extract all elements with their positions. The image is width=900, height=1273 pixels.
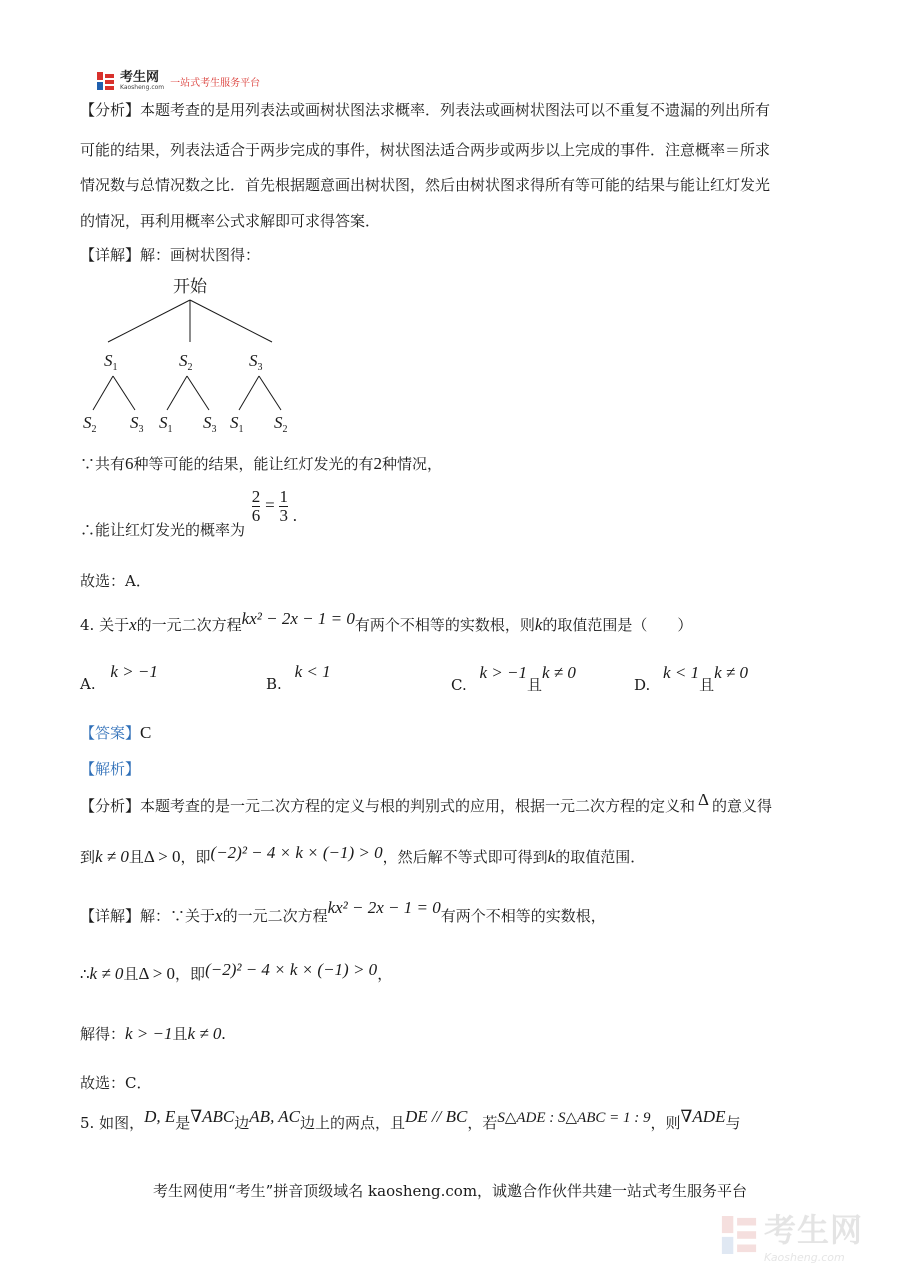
- tree-node-s2: $S_2$: [179, 351, 193, 373]
- q3-detail-line: 【详解】解：画树状图得：: [80, 246, 261, 264]
- tree-edge: [190, 300, 272, 342]
- tree-edge: [108, 300, 190, 342]
- q4-detail-line-2: ∴k ≠ 0且Δ > 0，即(−2)² − 4 × k × (−1) > 0，: [80, 960, 393, 983]
- brand-name: 考生网: [120, 69, 160, 85]
- tree-leaf: $S_3$: [130, 413, 144, 435]
- q4-answer: 【答案】C: [80, 723, 152, 742]
- q4-detail-line-1: 【详解】解：∵关于x的一元二次方程kx² − 2x − 1 = 0有两个不相等的实数根，: [80, 898, 606, 925]
- tree-leaf: $S_2$: [274, 413, 288, 435]
- q3-analysis-line-2: 可能的结果，列表法适合于两步完成的事件，树状图法适合两步或两步以上完成的事件．注意概率＝所求: [80, 141, 771, 159]
- q4-equation: kx² − 2x − 1 = 0: [241, 609, 355, 628]
- watermark: [720, 1205, 863, 1264]
- option-a[interactable]: A. k > −1: [80, 662, 158, 693]
- tree-leaf: $S_1$: [230, 413, 244, 435]
- brand-url: Kaosheng.com: [120, 83, 165, 91]
- q5-stem: 5. 如图，D, E是∇ABC边AB, AC边上的两点，且DE // BC，若S△ADE : S△ABC = 1 : 9，则∇ADE与: [80, 1107, 741, 1132]
- jiexi-tag: 【解析】: [80, 760, 141, 778]
- option-d[interactable]: D. k < 1且k ≠ 0: [634, 663, 748, 694]
- q4-analysis-line-1: 【分析】本题考查的是一元二次方程的定义与根的判别式的应用，根据一元二次方程的定义和 Δ 的意义得: [80, 790, 772, 815]
- fraction-1-3: $\frac{1}{3}$: [279, 487, 288, 525]
- tree-leaf: $S_2$: [83, 413, 97, 435]
- tree-leaf: $S_3$: [203, 413, 217, 435]
- tree-edge: [167, 376, 187, 410]
- detail-tag: 【详解】: [80, 246, 141, 264]
- watermark-name: 考生网: [764, 1211, 864, 1249]
- watermark-logo-icon: [720, 1214, 758, 1256]
- option-b[interactable]: B. k < 1: [266, 662, 331, 693]
- tree-node-s1: $S_1$: [104, 351, 118, 373]
- tree-edge: [187, 376, 209, 410]
- q3-therefore-line: ∴能让红灯发光的概率为 $\frac{2}{6}$ = $\frac{1}{3}$ .: [80, 487, 297, 539]
- brand-block: [120, 69, 165, 91]
- tree-node-s3: $S_3$: [249, 351, 263, 373]
- q3-choice: 故选：A．: [80, 572, 151, 590]
- option-c[interactable]: C. k > −1且k ≠ 0: [451, 663, 576, 694]
- brand-slogan: 一站式考生服务平台: [170, 77, 261, 89]
- footer-text: 考生网使用“考生”拼音顶级域名 kaosheng.com，诚邀合作伙伴共建一站式考生服务平台: [152, 1182, 748, 1200]
- tree-edge: [113, 376, 135, 410]
- fraction-2-6: $\frac{2}{6}$: [251, 487, 261, 525]
- logo-mark-icon: [96, 71, 116, 91]
- answer-tag: 【答案】: [80, 724, 141, 742]
- watermark-url: Kaosheng.com: [764, 1251, 845, 1264]
- tree-leaf: $S_1$: [159, 413, 173, 435]
- header-logo: [96, 71, 260, 91]
- analysis-tag: 【分析】: [80, 101, 141, 119]
- q3-analysis-line-3: 情况数与总情况数之比．首先根据题意画出树状图，然后由树状图求得所有等可能的结果与能让红灯发光: [80, 176, 771, 194]
- q4-choice: 故选：C．: [80, 1074, 152, 1092]
- q4-solve-line: 解得：k > −1且k ≠ 0.: [80, 1024, 226, 1043]
- q4-stem: 4. 关于x的一元二次方程kx² − 2x − 1 = 0有两个不相等的实数根，则k的取值范围是（ ）: [80, 609, 693, 634]
- tree-root: 开始: [173, 277, 207, 297]
- tree-edge: [259, 376, 281, 410]
- q3-analysis-line-1: 【分析】本题考查的是用列表法或画树状图法求概率．列表法或画树状图法可以不重复不遗漏的列出所有: [80, 101, 771, 119]
- q3-because-line: ∵共有6种等可能的结果，能让红灯发光的有2种情况，: [80, 454, 443, 473]
- tree-edge: [239, 376, 259, 410]
- tree-edge: [93, 376, 113, 410]
- tree-diagram: [75, 268, 315, 443]
- q3-analysis-line-4: 的情况，再利用概率公式求解即可求得答案．: [80, 212, 381, 230]
- q4-analysis-line-2: 到k ≠ 0且Δ > 0，即(−2)² − 4 × k × (−1) > 0，然后解不等式即可得到k的取值范围．: [80, 843, 646, 866]
